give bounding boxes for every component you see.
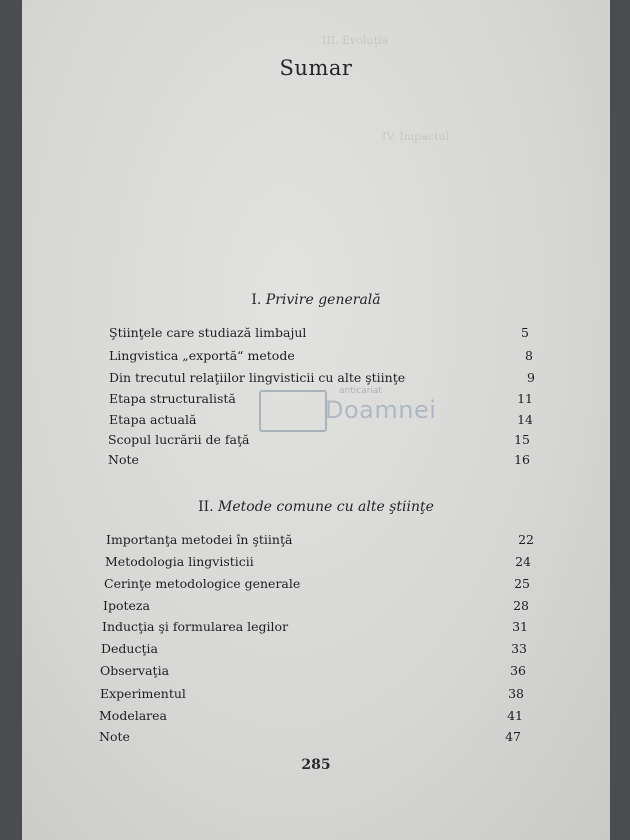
toc-entry-title: Cerinţe metodologice generale — [104, 576, 301, 591]
toc-entry-title: Ştiinţele care studiază limbajul — [109, 325, 307, 340]
toc-entry-page: 11 — [517, 391, 533, 406]
toc-entry-page: 36 — [510, 663, 526, 678]
toc-entry — [108, 430, 530, 450]
show-through-text: III. Evoluţia — [322, 34, 388, 47]
page-title: Sumar — [279, 56, 353, 80]
watermark-logo — [259, 386, 437, 430]
toc-entry-title: Note — [108, 452, 139, 467]
toc-entry-page: 31 — [512, 619, 528, 634]
toc-entry — [103, 596, 529, 616]
section-heading-1 — [22, 292, 610, 308]
toc-entry — [109, 346, 533, 366]
section-heading-2 — [22, 499, 610, 515]
toc-entry — [100, 684, 524, 704]
watermark-large-text: Doamnei — [325, 396, 437, 424]
toc-entry-page: 16 — [514, 452, 530, 467]
book-page — [22, 0, 610, 840]
section-name: Metode comune cu alte ştiinţe — [218, 499, 434, 515]
toc-entry — [108, 450, 530, 470]
toc-entry-title: Metodologia lingvisticii — [105, 554, 254, 569]
show-through-text: IV. Impactul — [382, 130, 449, 143]
toc-entry-title: Etapa structuralistă — [109, 391, 236, 406]
page-number: 285 — [301, 757, 331, 773]
toc-entry — [99, 706, 523, 726]
toc-entry — [109, 323, 529, 343]
toc-entry-page: 8 — [525, 348, 533, 363]
toc-entry-page: 15 — [514, 432, 530, 447]
toc-entry-title: Lingvistica „exportă“ metode — [109, 348, 295, 363]
toc-entry — [99, 727, 521, 747]
toc-entry-title: Deducţia — [101, 641, 158, 656]
toc-entry-page: 5 — [521, 325, 529, 340]
toc-entry-page: 28 — [513, 598, 529, 613]
toc-entry-title: Inducţia şi formularea legilor — [102, 619, 289, 634]
toc-entry — [100, 661, 526, 681]
toc-entry-title: Ipoteza — [103, 598, 150, 613]
toc-entry-title: Scopul lucrării de faţă — [108, 432, 250, 447]
watermark-frame — [259, 390, 327, 432]
toc-entry — [106, 530, 534, 550]
toc-entry-page: 14 — [517, 412, 533, 427]
toc-entry-page: 9 — [527, 370, 535, 385]
toc-entry-page: 25 — [514, 576, 530, 591]
toc-entry-page: 38 — [508, 686, 524, 701]
section-name: Privire generală — [265, 292, 381, 308]
toc-entry-page: 41 — [507, 708, 523, 723]
toc-entry-title: Modelarea — [99, 708, 167, 723]
toc-entry — [104, 574, 530, 594]
toc-entry — [109, 368, 535, 388]
toc-entry-title: Experimentul — [100, 686, 186, 701]
watermark-small-text: anticariat — [339, 386, 382, 396]
toc-entry — [102, 617, 528, 637]
toc-entry-title: Importanţa metodei în ştiinţă — [106, 532, 293, 547]
toc-entry-title: Din trecutul relaţiilor lingvisticii cu alte ştiinţe — [109, 370, 406, 385]
toc-entry-title: Observaţia — [100, 663, 170, 678]
toc-entry-page: 47 — [505, 729, 521, 744]
toc-entry-title: Etapa actuală — [109, 412, 197, 427]
toc-entry — [105, 552, 531, 572]
toc-entry — [101, 639, 527, 659]
show-through-text — [392, 190, 396, 203]
toc-entry-title: Note — [99, 729, 130, 744]
toc-entry-page: 22 — [518, 532, 534, 547]
section-number: I. — [251, 292, 262, 308]
toc-entry-page: 33 — [511, 641, 527, 656]
section-number: II. — [198, 499, 214, 515]
toc-entry-page: 24 — [515, 554, 531, 569]
